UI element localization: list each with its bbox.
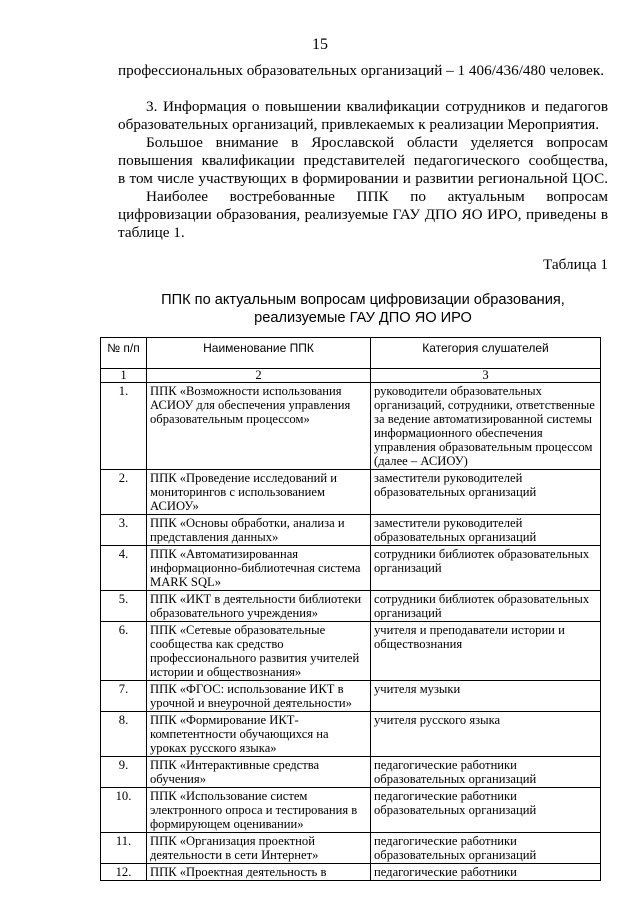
paragraph-line: Большое внимание в Ярославской области уделяется вопросам	[146, 134, 608, 151]
row-audience: сотрудники библиотек образовательных организаций	[371, 591, 601, 622]
ppk-table	[100, 337, 601, 881]
paragraph-line: повышения квалификации представителей педагогического сообщества,	[118, 152, 608, 169]
table-row	[101, 383, 601, 470]
table-row	[101, 470, 601, 515]
row-number: 2.	[101, 470, 147, 515]
row-audience: педагогические работники	[371, 864, 601, 881]
row-course-name: ППК «Организация проектной деятельности в сети Интернет»	[147, 833, 371, 864]
row-number: 10.	[101, 788, 147, 833]
paragraph-line: в том числе участвующих в формировании и развитии региональной ЦОС.	[118, 170, 608, 187]
row-audience: сотрудники библиотек образовательных организаций	[371, 546, 601, 591]
row-number: 11.	[101, 833, 147, 864]
row-number: 3.	[101, 515, 147, 546]
row-course-name: ППК «Проведение исследований и мониторингов с использованием АСИОУ»	[147, 470, 371, 515]
table-row	[101, 712, 601, 757]
row-number: 8.	[101, 712, 147, 757]
table-index-row	[101, 369, 601, 383]
row-audience: заместители руководителей образовательных организаций	[371, 470, 601, 515]
table-row	[101, 788, 601, 833]
table-row	[101, 864, 601, 881]
table-row	[101, 757, 601, 788]
row-audience: учителя и преподаватели истории и обществознания	[371, 622, 601, 681]
row-audience: педагогические работники образовательных организаций	[371, 833, 601, 864]
row-audience: учителя музыки	[371, 681, 601, 712]
index-cell: 3	[371, 369, 601, 383]
row-course-name: ППК «Основы обработки, анализа и представления данных»	[147, 515, 371, 546]
paragraph-line: профессиональных образовательных организаций – 1 406/436/480 человек.	[118, 62, 605, 79]
row-number: 5.	[101, 591, 147, 622]
row-number: 9.	[101, 757, 147, 788]
paragraph-line: 3. Информация о повышении квалификации сотрудников и педагогов	[146, 98, 608, 115]
row-number: 7.	[101, 681, 147, 712]
table-row	[101, 833, 601, 864]
paragraph-line: таблице 1.	[118, 224, 185, 241]
row-course-name: ППК «ФГОС: использование ИКТ в урочной и внеурочной деятельности»	[147, 681, 371, 712]
header-num: № п/п	[101, 338, 147, 369]
table-row	[101, 591, 601, 622]
header-name: Наименование ППК	[147, 338, 371, 369]
row-course-name: ППК «Проектная деятельность в	[147, 864, 371, 881]
table-row	[101, 681, 601, 712]
index-cell: 1	[101, 369, 147, 383]
table-title: реализуемые ГАУ ДПО ЯО ИРО	[254, 310, 472, 326]
paragraph-line: образовательных организаций, привлекаемых к реализации Мероприятия.	[118, 116, 600, 133]
paragraph-line: Наиболее востребованные ППК по актуальным вопросам	[146, 188, 608, 205]
row-number: 12.	[101, 864, 147, 881]
table-row	[101, 546, 601, 591]
table-row	[101, 515, 601, 546]
table-row	[101, 622, 601, 681]
row-course-name: ППК «Автоматизированная информационно-библиотечная система MARK SQL»	[147, 546, 371, 591]
page-number: 15	[312, 36, 328, 53]
paragraph-line: цифровизации образования, реализуемые ГАУ ДПО ЯО ИРО, приведены в	[118, 206, 608, 223]
row-audience: руководители образовательных организаций, сотрудники, ответственные за ведение автоматизированной системы информационного обеспечения управления образовательным процессом (далее – АСИОУ)	[371, 383, 601, 470]
table-title: ППК по актуальным вопросам цифровизации образования,	[161, 292, 565, 308]
header-category: Категория слушателей	[371, 338, 601, 369]
row-course-name: ППК «Формирование ИКТ-компетентности обучающихся на уроках русского языка»	[147, 712, 371, 757]
row-course-name: ППК «Использование систем электронного опроса и тестирования в формирующем оценивании»	[147, 788, 371, 833]
row-number: 1.	[101, 383, 147, 470]
index-cell: 2	[147, 369, 371, 383]
row-course-name: ППК «Интерактивные средства обучения»	[147, 757, 371, 788]
row-audience: педагогические работники образовательных организаций	[371, 757, 601, 788]
row-course-name: ППК «Сетевые образовательные сообщества как средство профессионального развития учителей истории и обществознания»	[147, 622, 371, 681]
row-audience: заместители руководителей образовательных организаций	[371, 515, 601, 546]
row-number: 4.	[101, 546, 147, 591]
row-audience: учителя русского языка	[371, 712, 601, 757]
row-audience: педагогические работники образовательных организаций	[371, 788, 601, 833]
row-course-name: ППК «Возможности использования АСИОУ для обеспечения управления образовательным процессом»	[147, 383, 371, 470]
table-label: Таблица 1	[543, 256, 608, 273]
table-header-row	[101, 338, 601, 369]
row-number: 6.	[101, 622, 147, 681]
row-course-name: ППК «ИКТ в деятельности библиотеки образовательного учреждения»	[147, 591, 371, 622]
